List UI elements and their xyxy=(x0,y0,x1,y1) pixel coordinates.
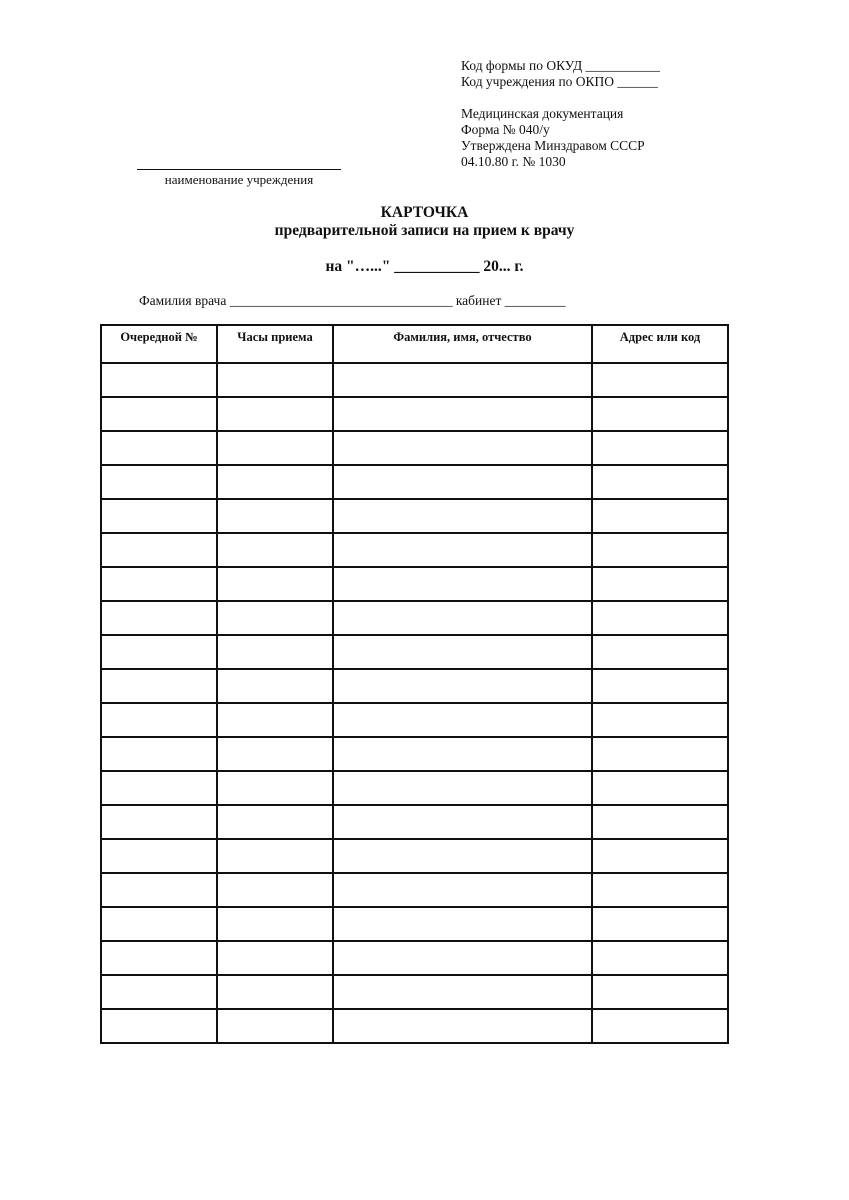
reception-hours-cell[interactable] xyxy=(217,1009,333,1043)
reception-hours-cell[interactable] xyxy=(217,363,333,397)
approved-by-label: Утверждена Минздравом СССР xyxy=(461,138,645,153)
table-row xyxy=(101,1009,728,1043)
table-row xyxy=(101,635,728,669)
reception-hours-cell[interactable] xyxy=(217,805,333,839)
address-code-cell[interactable] xyxy=(592,397,728,431)
address-code-cell[interactable] xyxy=(592,635,728,669)
approval-ref-label: 04.10.80 г. № 1030 xyxy=(461,154,566,169)
form-codes-block xyxy=(461,58,660,170)
address-code-cell[interactable] xyxy=(592,533,728,567)
reception-hours-cell[interactable] xyxy=(217,533,333,567)
column-header-reception-hours: Часы приема xyxy=(217,325,333,363)
full-name-cell[interactable] xyxy=(333,703,592,737)
full-name-cell[interactable] xyxy=(333,669,592,703)
reception-hours-cell[interactable] xyxy=(217,703,333,737)
full-name-cell[interactable] xyxy=(333,975,592,1009)
reception-hours-cell[interactable] xyxy=(217,975,333,1009)
reception-hours-cell[interactable] xyxy=(217,737,333,771)
table-row xyxy=(101,941,728,975)
full-name-cell[interactable] xyxy=(333,465,592,499)
reception-hours-cell[interactable] xyxy=(217,941,333,975)
table-row xyxy=(101,363,728,397)
okpo-code-line: Код учреждения по ОКПО ______ xyxy=(461,74,658,89)
table-row xyxy=(101,669,728,703)
address-code-cell[interactable] xyxy=(592,975,728,1009)
reception-hours-cell[interactable] xyxy=(217,635,333,669)
queue-number-cell[interactable] xyxy=(101,431,217,465)
table-row xyxy=(101,567,728,601)
full-name-cell[interactable] xyxy=(333,805,592,839)
address-code-cell[interactable] xyxy=(592,465,728,499)
address-code-cell[interactable] xyxy=(592,703,728,737)
address-code-cell[interactable] xyxy=(592,907,728,941)
table-row xyxy=(101,805,728,839)
address-code-cell[interactable] xyxy=(592,431,728,465)
address-code-cell[interactable] xyxy=(592,941,728,975)
queue-number-cell[interactable] xyxy=(101,1009,217,1043)
queue-number-cell[interactable] xyxy=(101,941,217,975)
table-row xyxy=(101,907,728,941)
institution-caption: наименование учреждения xyxy=(164,172,314,187)
full-name-cell[interactable] xyxy=(333,907,592,941)
queue-number-cell[interactable] xyxy=(101,567,217,601)
column-header-queue-number: Очередной № xyxy=(101,325,217,363)
queue-number-cell[interactable] xyxy=(101,669,217,703)
address-code-cell[interactable] xyxy=(592,601,728,635)
queue-number-cell[interactable] xyxy=(101,635,217,669)
full-name-cell[interactable] xyxy=(333,431,592,465)
reception-hours-cell[interactable] xyxy=(217,907,333,941)
queue-number-cell[interactable] xyxy=(101,771,217,805)
table-row xyxy=(101,601,728,635)
okud-code-line: Код формы по ОКУД ___________ xyxy=(461,58,660,73)
appointment-table xyxy=(100,324,729,1044)
table-row xyxy=(101,975,728,1009)
reception-hours-cell[interactable] xyxy=(217,567,333,601)
form-number-label: Форма № 040/у xyxy=(461,122,550,137)
queue-number-cell[interactable] xyxy=(101,397,217,431)
address-code-cell[interactable] xyxy=(592,839,728,873)
queue-number-cell[interactable] xyxy=(101,363,217,397)
doctor-cabinet-line: Фамилия врача _________________________________ кабинет _________ xyxy=(139,293,566,308)
full-name-cell[interactable] xyxy=(333,839,592,873)
reception-hours-cell[interactable] xyxy=(217,873,333,907)
table-row xyxy=(101,397,728,431)
queue-number-cell[interactable] xyxy=(101,533,217,567)
table-header-row xyxy=(101,325,728,363)
full-name-cell[interactable] xyxy=(333,635,592,669)
card-subtitle: предварительной записи на прием к врачу xyxy=(274,222,575,239)
card-title: КАРТОЧКА xyxy=(380,204,469,221)
column-header-full-name: Фамилия, имя, отчество xyxy=(333,325,592,363)
reception-hours-cell[interactable] xyxy=(217,499,333,533)
doc-type-label: Медицинская документация xyxy=(461,106,624,121)
full-name-cell[interactable] xyxy=(333,363,592,397)
full-name-cell[interactable] xyxy=(333,873,592,907)
queue-number-cell[interactable] xyxy=(101,737,217,771)
full-name-cell[interactable] xyxy=(333,601,592,635)
queue-number-cell[interactable] xyxy=(101,873,217,907)
reception-hours-cell[interactable] xyxy=(217,465,333,499)
reception-hours-cell[interactable] xyxy=(217,397,333,431)
full-name-cell[interactable] xyxy=(333,533,592,567)
address-code-cell[interactable] xyxy=(592,873,728,907)
table-row xyxy=(101,703,728,737)
table-row xyxy=(101,839,728,873)
table-row xyxy=(101,465,728,499)
reception-hours-cell[interactable] xyxy=(217,669,333,703)
queue-number-cell[interactable] xyxy=(101,839,217,873)
address-code-cell[interactable] xyxy=(592,737,728,771)
date-line: на "…..." ___________ 20... г. xyxy=(325,258,524,275)
table-row xyxy=(101,499,728,533)
queue-number-cell[interactable] xyxy=(101,601,217,635)
full-name-cell[interactable] xyxy=(333,397,592,431)
address-code-cell[interactable] xyxy=(592,805,728,839)
queue-number-cell[interactable] xyxy=(101,805,217,839)
full-name-cell[interactable] xyxy=(333,737,592,771)
table-row xyxy=(101,533,728,567)
address-code-cell[interactable] xyxy=(592,669,728,703)
reception-hours-cell[interactable] xyxy=(217,771,333,805)
table-row xyxy=(101,431,728,465)
full-name-cell[interactable] xyxy=(333,941,592,975)
reception-hours-cell[interactable] xyxy=(217,431,333,465)
institution-blank-line[interactable] xyxy=(137,153,341,170)
address-code-cell[interactable] xyxy=(592,567,728,601)
full-name-cell[interactable] xyxy=(333,499,592,533)
queue-number-cell[interactable] xyxy=(101,975,217,1009)
table-body xyxy=(101,363,728,1043)
address-code-cell[interactable] xyxy=(592,363,728,397)
full-name-cell[interactable] xyxy=(333,1009,592,1043)
table-row xyxy=(101,771,728,805)
address-code-cell[interactable] xyxy=(592,1009,728,1043)
reception-hours-cell[interactable] xyxy=(217,839,333,873)
full-name-cell[interactable] xyxy=(333,771,592,805)
queue-number-cell[interactable] xyxy=(101,499,217,533)
queue-number-cell[interactable] xyxy=(101,703,217,737)
table-row xyxy=(101,737,728,771)
address-code-cell[interactable] xyxy=(592,771,728,805)
reception-hours-cell[interactable] xyxy=(217,601,333,635)
column-header-address-code: Адрес или код xyxy=(592,325,728,363)
full-name-cell[interactable] xyxy=(333,567,592,601)
institution-field xyxy=(137,153,341,188)
queue-number-cell[interactable] xyxy=(101,465,217,499)
table-row xyxy=(101,873,728,907)
queue-number-cell[interactable] xyxy=(101,907,217,941)
address-code-cell[interactable] xyxy=(592,499,728,533)
